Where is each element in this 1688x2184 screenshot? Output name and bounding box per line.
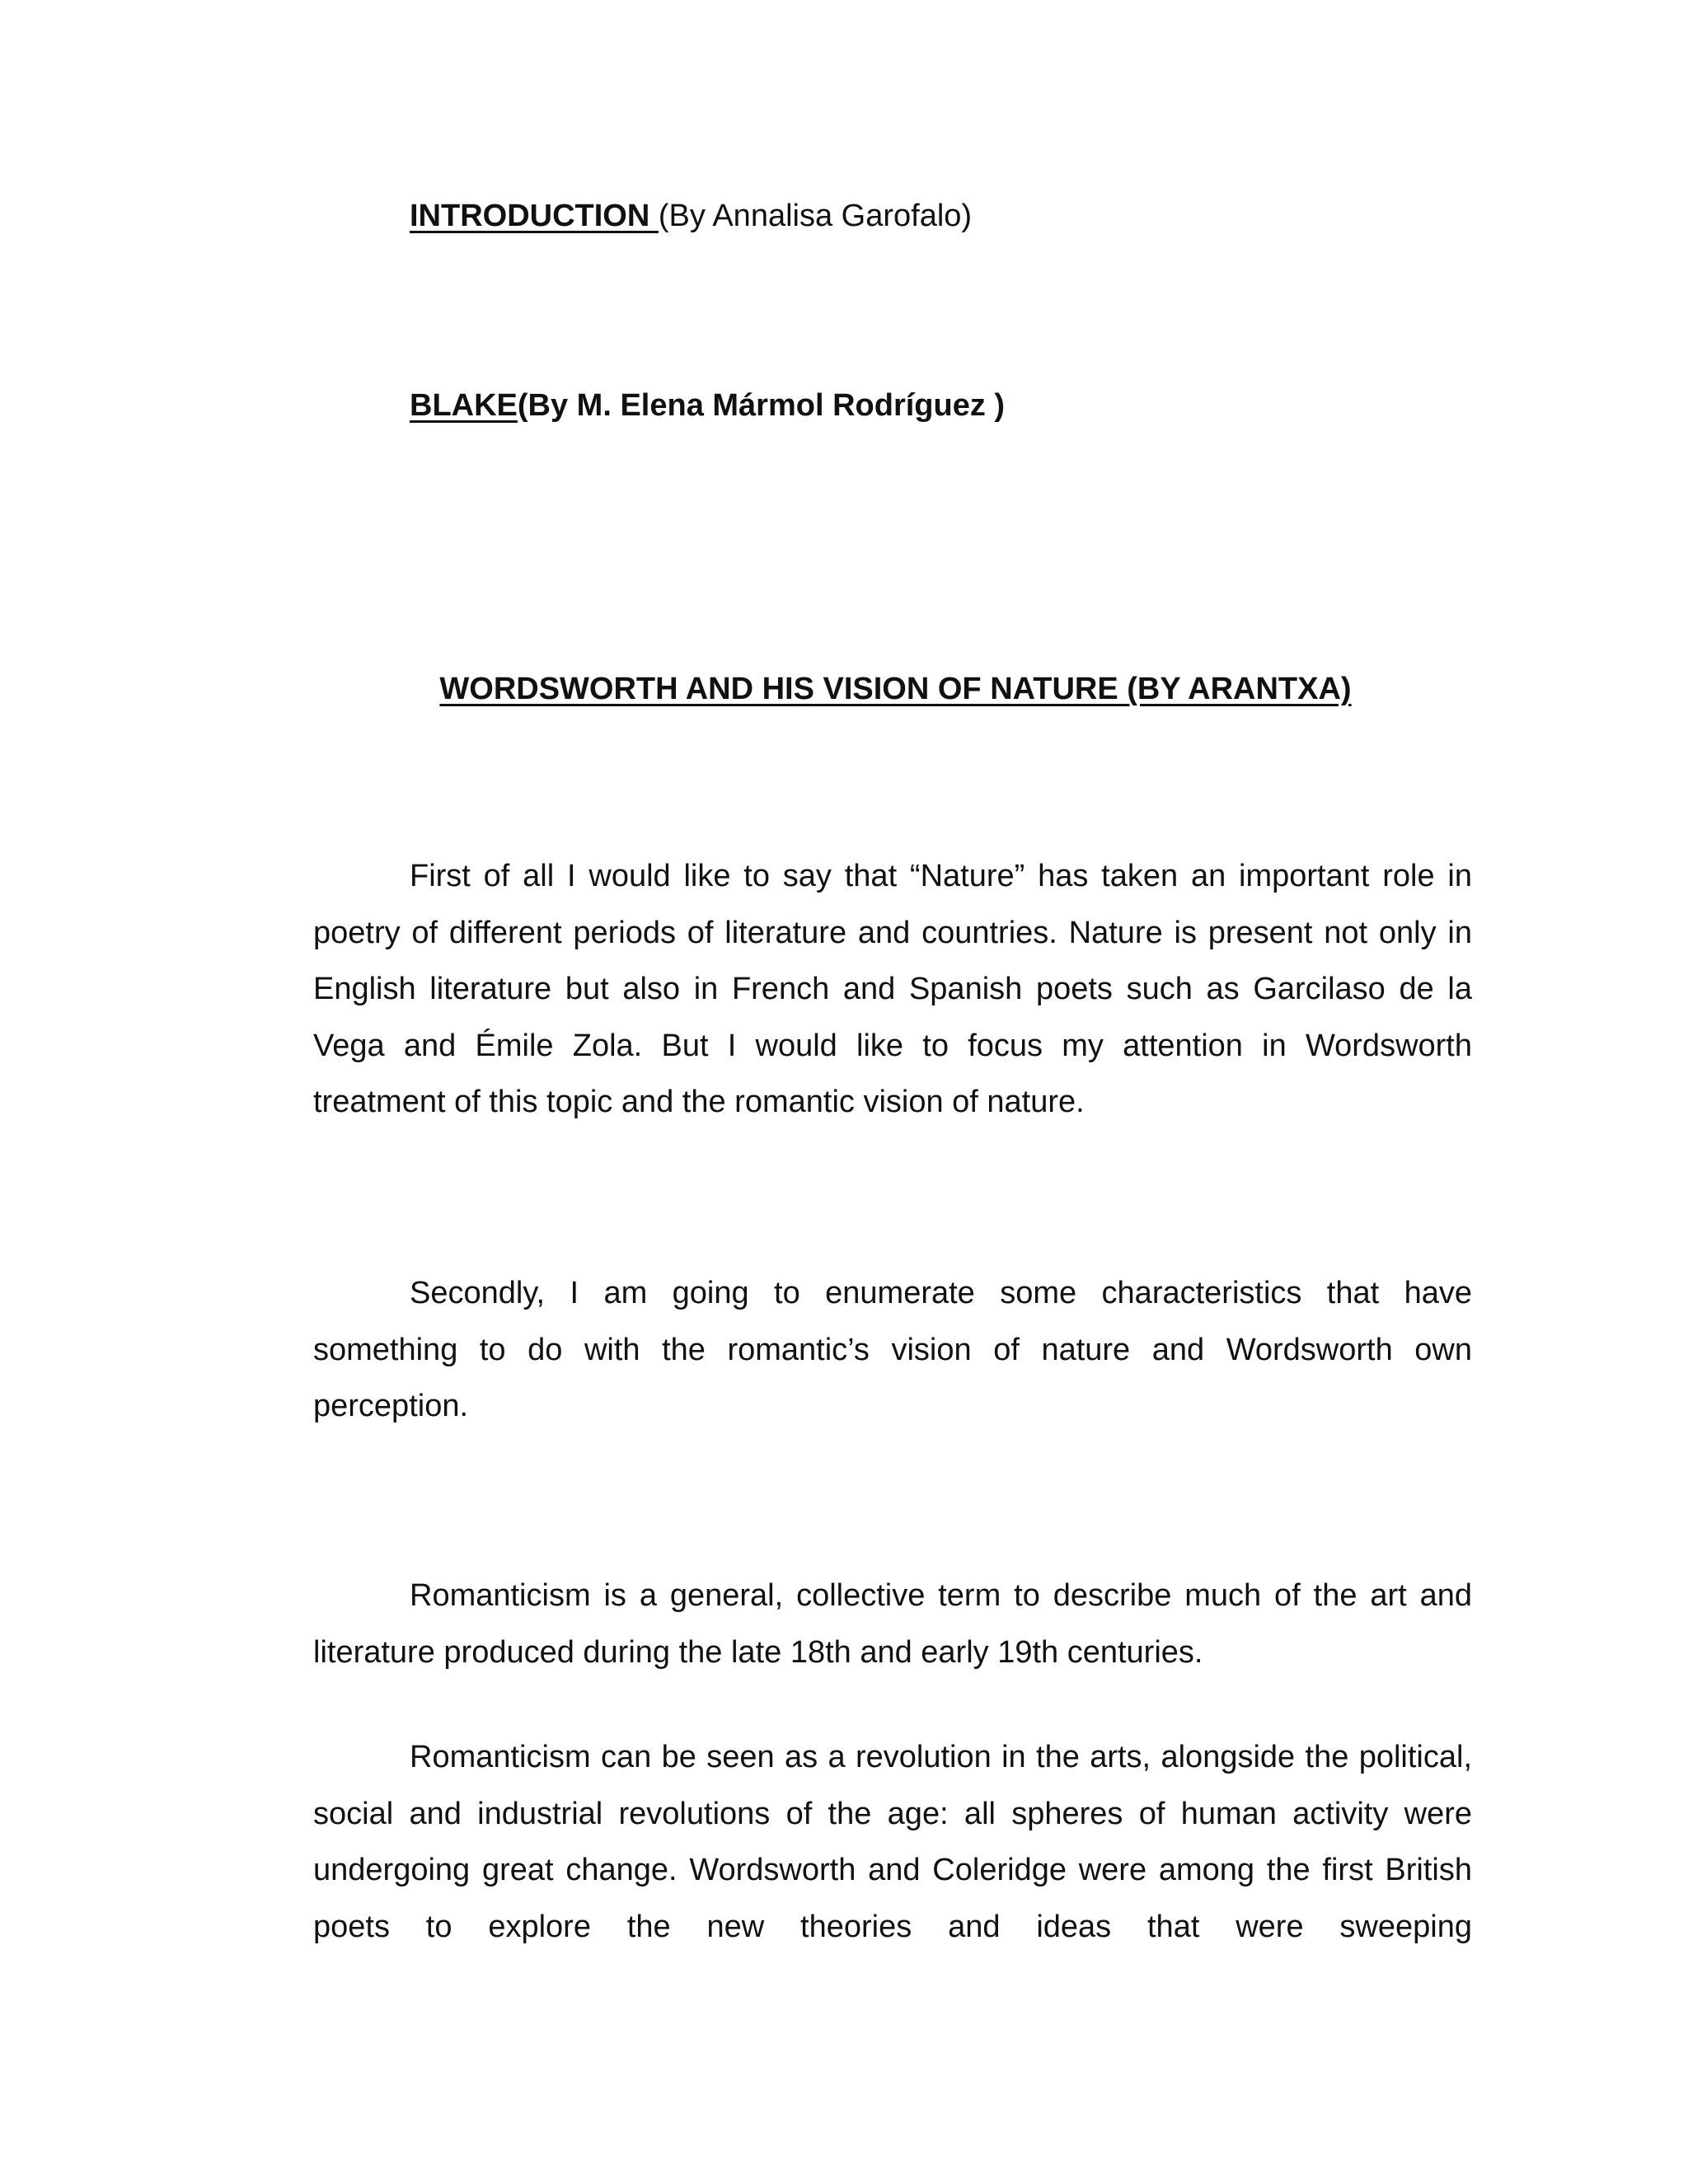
paragraph-romanticism-revolution: Romanticism can be seen as a revolution in the arts, alongside the political, social and industrial revolutions of the age: all spheres of human activity were undergoing great change. Wordsworth and Coleridge were among the first British poets to explore the new theories and ideas that were sweeping — [313, 1740, 1472, 1944]
blake-heading — [410, 386, 1005, 425]
paragraph-romanticism-definition: Romanticism is a general, collective term to describe much of the art and literature produced during the late 18th and early 19th centuries. — [313, 1578, 1472, 1670]
paragraph-nature-intro: First of all I would like to say that “Nature” has taken an important role in poetry of different periods of literature and countries. Nature is present not only in English literature but also in French and Spanish poets such as Garcilaso de la Vega and Émile Zola. But I would like to focus my attention in Wordsworth treatment of this topic and the romantic vision of nature. — [313, 859, 1472, 1119]
wordsworth-section-title: WORDSWORTH AND HIS VISION OF NATURE (BY ARANTXA) — [439, 672, 1352, 706]
introduction-heading — [410, 196, 972, 236]
introduction-title: INTRODUCTION — [410, 199, 659, 233]
introduction-author: (By Annalisa Garofalo) — [658, 199, 973, 233]
blake-title: BLAKE — [410, 388, 518, 423]
blake-author: (By M. Elena Mármol Rodríguez ) — [517, 388, 1006, 423]
paragraph-characteristics: Secondly, I am going to enumerate some characteristics that have something to do with the romantic’s vision of nature and Wordsworth own perception. — [313, 1276, 1472, 1423]
wordsworth-section-heading — [313, 669, 1478, 709]
